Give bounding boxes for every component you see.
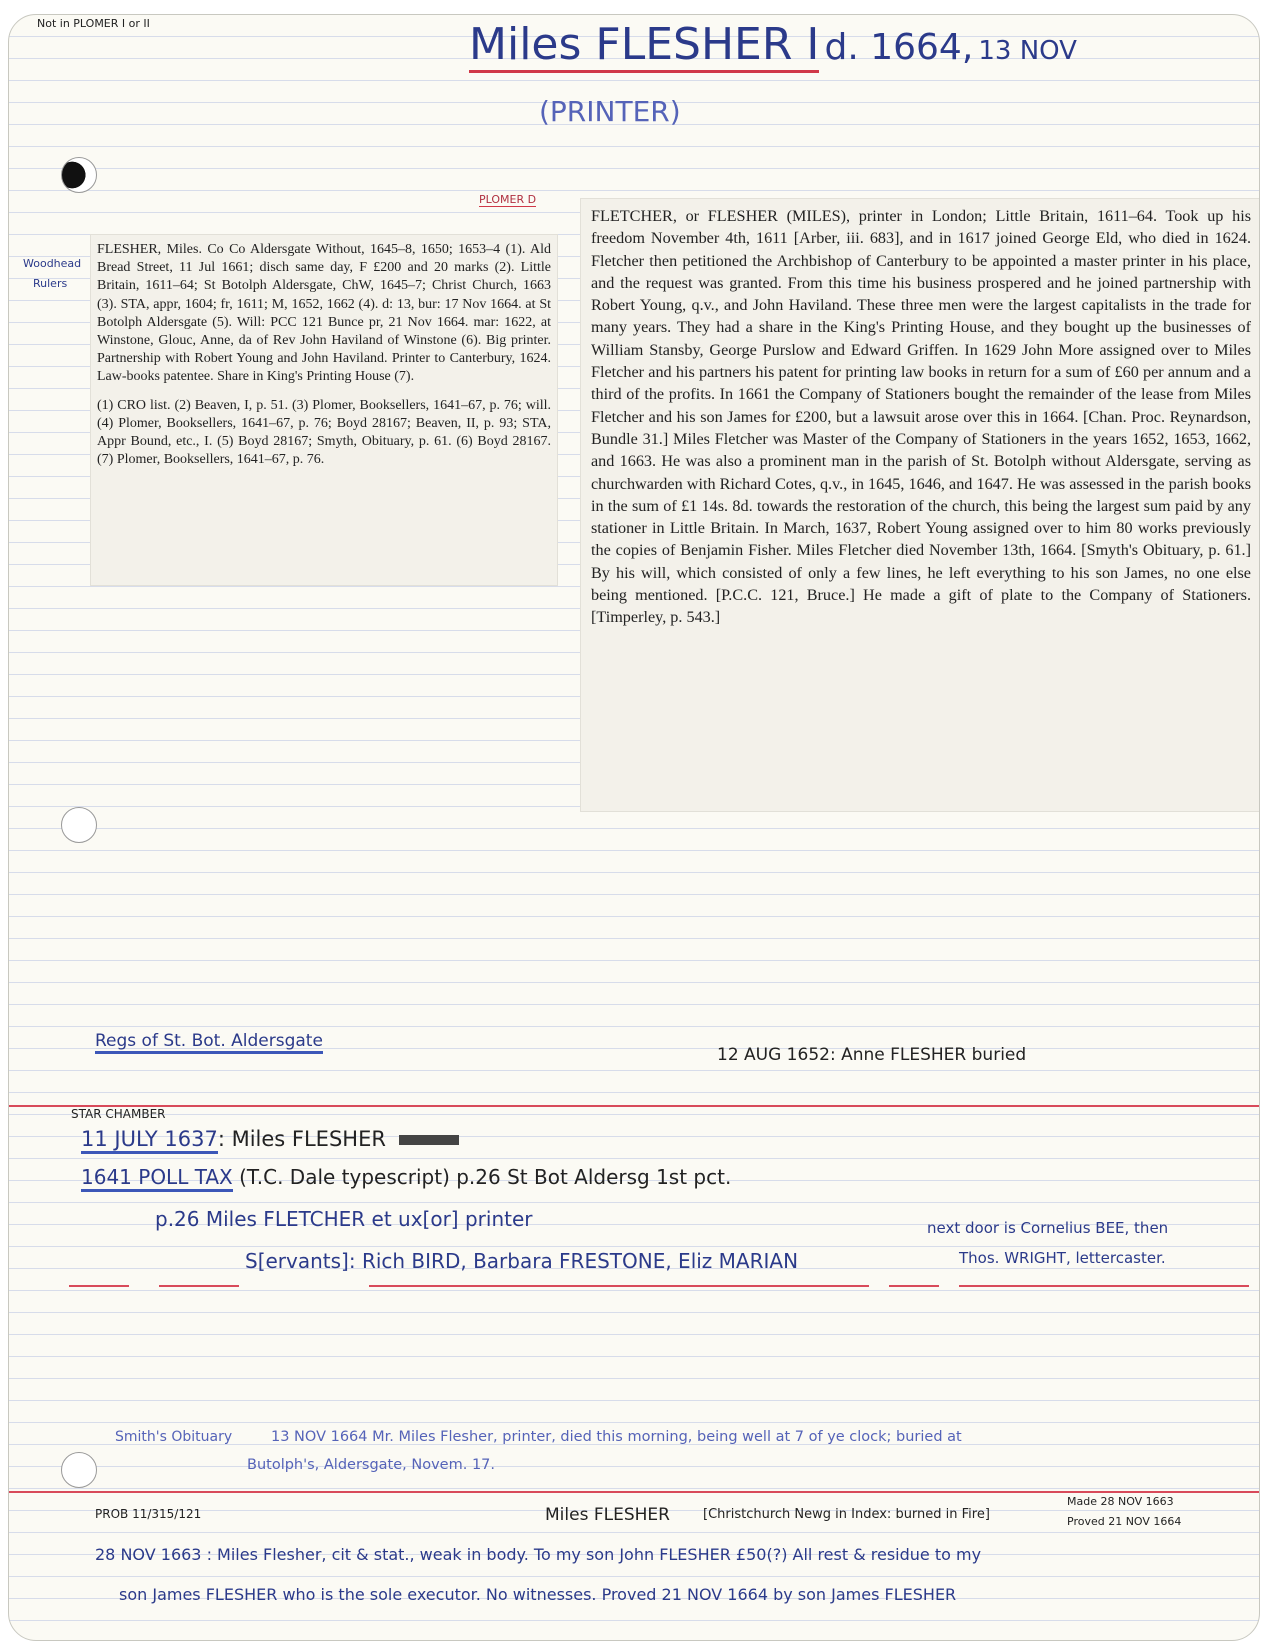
star-chamber-text: : Miles FLESHER xyxy=(217,1127,386,1151)
prob-line-1: 28 NOV 1663 : Miles Flesher, cit & stat., weak in body. To my son John FLESHER £50(?) All rest & residue to my xyxy=(95,1545,982,1564)
struck-word xyxy=(399,1135,459,1145)
prob-made: Made 28 NOV 1663 xyxy=(1067,1495,1174,1508)
notebook-page xyxy=(8,14,1260,1641)
neighbour-note-2: Thos. WRIGHT, lettercaster. xyxy=(959,1249,1166,1267)
rule-line xyxy=(9,1105,1259,1107)
binder-hole xyxy=(61,807,97,843)
smith-obituary-label: Smith's Obituary xyxy=(115,1429,233,1445)
clipping-right xyxy=(581,199,1260,811)
prob-index-note: [Christchurch Newg in Index: burned in Fire] xyxy=(703,1507,990,1522)
corner-note: Not in PLOMER I or II xyxy=(37,17,150,30)
margin-label-plomer: PLOMER D xyxy=(479,193,537,206)
rule-dash xyxy=(889,1285,939,1287)
clipping-left-notes: (1) CRO list. (2) Beaven, I, p. 51. (3) Plomer, Booksellers, 1641–67, p. 76; will. (4) Plomer, Booksellers, 1641–67, p. 76; Boyd 28167; Beaven, II, p. 93; STA, Appr Bound, etc., I. (5) Boyd 28167; Smyth, Obituary, p. 61. (6) Boyd 28167. (7) Plomer, Booksellers, 1641–67, p. 76. xyxy=(97,397,551,468)
rule-dash xyxy=(159,1285,239,1287)
prob-reference: PROB 11/315/121 xyxy=(95,1507,202,1521)
rule-dash xyxy=(959,1285,1249,1287)
binder-hole xyxy=(61,1452,97,1488)
poll-tax-label: 1641 POLL TAX xyxy=(81,1165,233,1192)
title-date-2: 13 NOV xyxy=(978,36,1077,66)
prob-line-2: son James FLESHER who is the sole executor. No witnesses. Proved 21 NOV 1664 by son James FLESHER xyxy=(119,1585,957,1604)
rule-line xyxy=(9,1491,1259,1493)
regs-entry: 12 AUG 1652: Anne FLESHER buried xyxy=(717,1045,1027,1065)
neighbour-note-1: next door is Cornelius BEE, then xyxy=(927,1219,1169,1237)
poll-tax-servants: S[ervants]: Rich BIRD, Barbara FRESTONE, Eliz MARIAN xyxy=(245,1249,799,1273)
poll-tax-rest: (T.C. Dale typescript) p.26 St Bot Aldersg 1st pct. xyxy=(239,1165,732,1189)
star-chamber-date: 11 JULY 1637 xyxy=(81,1127,218,1154)
star-chamber-entry xyxy=(81,1127,459,1151)
binder-hole xyxy=(61,157,97,193)
page-title xyxy=(469,19,1077,70)
poll-tax-line xyxy=(81,1165,731,1189)
clipping-right-text: FLETCHER, or FLESHER (MILES), printer in London; Little Britain, 1611–64. Took up his freedom November 4th, 1611 [Arber, iii. 683], and in 1617 joined George Eld, who died in 1624. Fletcher then petitioned the Archbishop of Canterbury to be appointed a master printer in his place, and the request was granted. From this time his business prospered and he joined partnership with Robert Young, q.v., and John Haviland. These three men were the largest capitalists in the trade for many years. They had a share in the King's Printing House, and they bought up the businesses of William Stansby, George Purslow and Edward Griffen. In 1629 John More assigned over to Miles Fletcher and his partners his patent for printing law books in return for a sum of £60 per annum and a third of the profits. In 1661 the Company of Stationers bought the remainder of the lease from Miles Fletcher and his son James for £200, but a lawsuit arose over this in 1664. [Chan. Proc. Reynardson, Bundle 31.] Miles Fletcher was Master of the Company of Stationers in the years 1652, 1653, 1662, and 1663. He was also a prominent man in the parish of St. Botolph without Aldersgate, serving as churchwarden with Richard Cotes, q.v., in 1645, 1646, and 1647. He was assessed in the parish books in the sum of £1 14s. 8d. towards the restoration of the church, this being the largest sum paid by any stationer in Little Britain. In March, 1637, Robert Young assigned over to him 80 works previously the copies of Benjamin Fisher. Miles Fletcher died November 13th, 1664. [Smyth's Obituary, p. 61.] By his will, which consisted of only a few lines, he left everything to his son James, no one else being mentioned. [P.C.C. 121, Bruce.] He made a gift of plate to the Company of Stationers. [Timperley, p. 543.] xyxy=(591,207,1251,627)
rule-dash xyxy=(69,1285,129,1287)
margin-label-rulers: Rulers xyxy=(33,277,68,290)
smith-obituary-line-2: Butolph's, Aldersgate, Novem. 17. xyxy=(247,1457,496,1473)
margin-label-woodhead: Woodhead xyxy=(23,257,82,270)
smith-obituary-line-1: 13 NOV 1664 Mr. Miles Flesher, printer, died this morning, being well at 7 of ye clock; buried at xyxy=(271,1429,962,1445)
rule-dash xyxy=(369,1285,869,1287)
clipping-left-text: FLESHER, Miles. Co Co Aldersgate Without, 1645–8, 1650; 1653–4 (1). Ald Bread Street, 11 Jul 1661; disch same day, F £200 and 20 marks (2). Little Britain, 1611–64; St Botolph Aldersgate, ChW, 1645–7; Christ Church, 1663 (3). STA, appr, 1604; fr, 1611; M, 1652, 1662 (4). d: 13, bur: 17 Nov 1664. at St Botolph Aldersgate (5). Will: PCC 121 Bunce pr, 21 Nov 1664. mar: 1622, at Winstone, Glouc, Anne, da of Rev John Haviland of Winstone (6). Big printer. Partnership with Robert Young and John Haviland. Printer to Canterbury, 1624. Law-books patentee. Share in King's Printing House (7). xyxy=(97,242,551,385)
title-name: Miles FLESHER I xyxy=(469,19,819,73)
clipping-left xyxy=(91,235,557,585)
poll-tax-entry: p.26 Miles FLETCHER et ux[or] printer xyxy=(155,1207,533,1231)
prob-proved: Proved 21 NOV 1664 xyxy=(1067,1515,1182,1528)
regs-label: Regs of St. Bot. Aldersgate xyxy=(95,1031,323,1054)
title-subtitle: (PRINTER) xyxy=(539,95,681,128)
star-chamber-heading: STAR CHAMBER xyxy=(71,1107,166,1121)
prob-name: Miles FLESHER xyxy=(545,1505,670,1525)
title-date: d. 1664, xyxy=(824,27,974,68)
